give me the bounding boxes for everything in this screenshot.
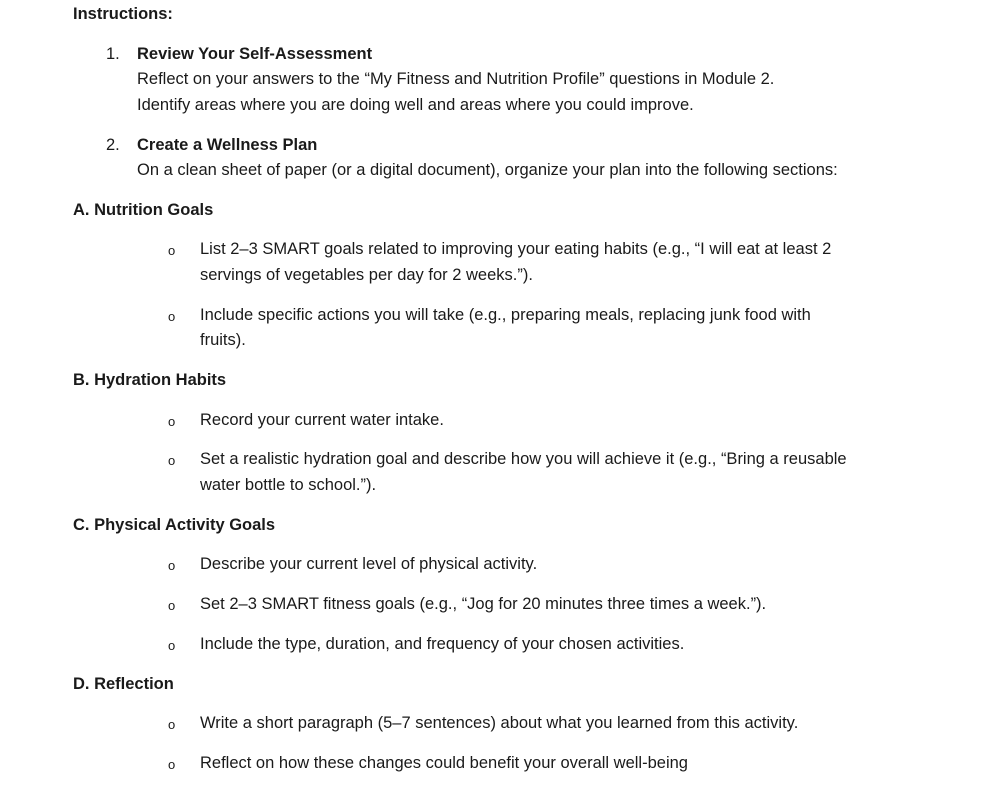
bullet-icon: o bbox=[168, 453, 176, 468]
list-item: Record your current water intake. bbox=[200, 411, 444, 429]
section-heading: C. Physical Activity Goals bbox=[73, 516, 276, 534]
bullet-icon: o bbox=[168, 243, 176, 258]
list-item: List 2–3 SMART goals related to improving your eating habits (e.g., “I will eat at least 2 bbox=[200, 240, 832, 258]
bullet-icon: o bbox=[168, 309, 176, 324]
instructions-heading: Instructions: bbox=[73, 5, 173, 23]
bullet-icon: o bbox=[168, 558, 176, 573]
section-heading: B. Hydration Habits bbox=[73, 371, 227, 389]
list-item: Describe your current level of physical activity. bbox=[200, 555, 538, 573]
list-item: Write a short paragraph (5–7 sentences) about what you learned from this activity. bbox=[200, 714, 799, 732]
list-item: Set 2–3 SMART fitness goals (e.g., “Jog for 20 minutes three times a week.”). bbox=[200, 595, 767, 613]
section-heading: A. Nutrition Goals bbox=[73, 201, 214, 219]
list-item: Include specific actions you will take (e.g., preparing meals, replacing junk food with bbox=[200, 306, 811, 324]
list-item: servings of vegetables per day for 2 weeks.”). bbox=[200, 266, 533, 284]
list-item: Reflect on how these changes could benefit your overall well-being bbox=[200, 754, 688, 772]
list-item: water bottle to school.”). bbox=[200, 476, 377, 494]
step-text: On a clean sheet of paper (or a digital document), organize your plan into the following sections: bbox=[137, 161, 838, 179]
step-text: Identify areas where you are doing well and areas where you could improve. bbox=[137, 96, 694, 114]
list-item: Set a realistic hydration goal and describe how you will achieve it (e.g., “Bring a reusable bbox=[200, 450, 847, 468]
step-title: Review Your Self-Assessment bbox=[137, 45, 373, 63]
step-number: 2. bbox=[106, 136, 120, 154]
bullet-icon: o bbox=[168, 757, 176, 772]
step-text: Reflect on your answers to the “My Fitness and Nutrition Profile” questions in Module 2. bbox=[137, 70, 775, 88]
list-item: Include the type, duration, and frequency of your chosen activities. bbox=[200, 635, 685, 653]
bullet-icon: o bbox=[168, 598, 176, 613]
bullet-icon: o bbox=[168, 414, 176, 429]
bullet-icon: o bbox=[168, 638, 176, 653]
section-heading: D. Reflection bbox=[73, 675, 174, 693]
list-item: fruits). bbox=[200, 331, 246, 349]
bullet-icon: o bbox=[168, 717, 176, 732]
step-number: 1. bbox=[106, 45, 120, 63]
step-title: Create a Wellness Plan bbox=[137, 136, 318, 154]
